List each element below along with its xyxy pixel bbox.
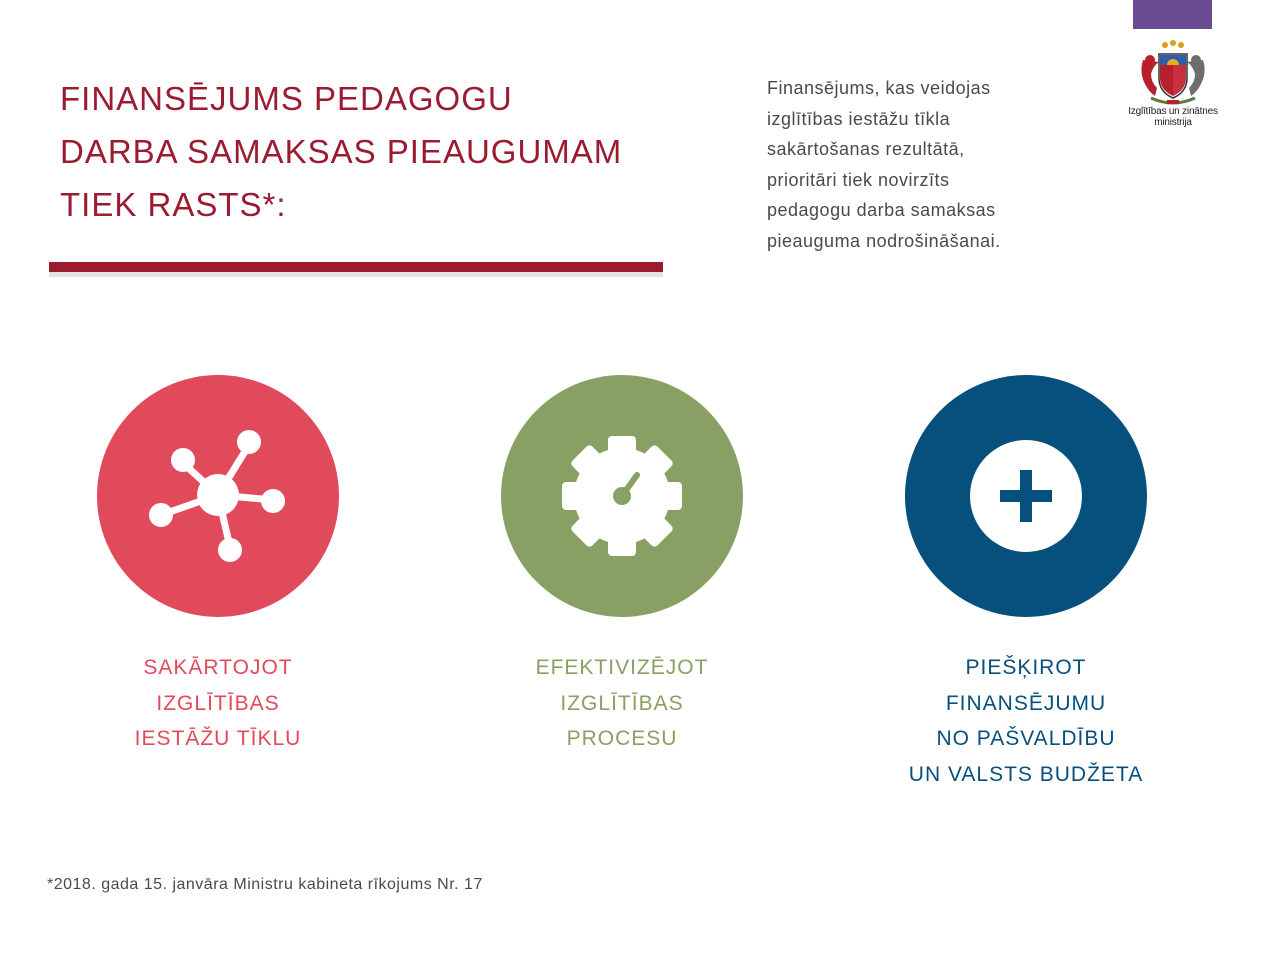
gear-gauge-icon bbox=[501, 375, 743, 617]
title-line: FINANSĒJUMS PEDAGOGU bbox=[60, 80, 513, 117]
label-line: UN VALSTS BUDŽETA bbox=[908, 762, 1144, 786]
accent-bar bbox=[1133, 0, 1212, 29]
plus-circle bbox=[905, 375, 1147, 617]
footnote: *2018. gada 15. janvāra Ministru kabineta rīkojums Nr. 17 bbox=[47, 876, 483, 893]
page-title bbox=[60, 72, 710, 231]
description-line: Finansējums, kas veidojas bbox=[767, 78, 991, 98]
gear-circle bbox=[501, 375, 743, 617]
network-circle bbox=[97, 375, 339, 617]
label-line: EFEKTIVIZĒJOT bbox=[535, 656, 709, 679]
source-label-process bbox=[472, 650, 772, 757]
coat-of-arms-icon bbox=[1137, 38, 1209, 106]
description-line: sakārtošanas rezultātā, bbox=[767, 139, 965, 159]
description-line: izglītības iestāžu tīkla bbox=[767, 108, 951, 129]
logo-caption-line-1: Izglītības un zinātnes bbox=[1128, 106, 1218, 117]
title-underline bbox=[49, 262, 663, 272]
label-line: IESTĀŽU TĪKLU bbox=[134, 727, 302, 750]
label-line: PIEŠĶIROT bbox=[965, 656, 1087, 679]
ministry-logo bbox=[1118, 38, 1228, 138]
title-underline-shadow bbox=[49, 272, 663, 277]
label-line: SAKĀRTOJOT bbox=[143, 656, 293, 679]
plus-circle-icon bbox=[905, 375, 1147, 617]
network-nodes-icon bbox=[97, 375, 339, 617]
source-label-network bbox=[68, 650, 368, 757]
source-label-budget bbox=[876, 650, 1176, 792]
label-line: PROCESU bbox=[566, 727, 678, 750]
label-line: IZGLĪTĪBAS bbox=[156, 691, 280, 715]
logo-caption bbox=[1118, 106, 1228, 128]
description-line: pedagogu darba samaksas bbox=[767, 200, 996, 220]
description-line: prioritāri tiek novirzīts bbox=[767, 169, 950, 190]
label-line: IZGLĪTĪBAS bbox=[560, 691, 684, 715]
title-line: DARBA SAMAKSAS PIEAUGUMAM bbox=[60, 133, 623, 170]
description-text bbox=[767, 73, 1097, 256]
logo-caption-line-2: ministrija bbox=[1154, 117, 1192, 128]
label-line: FINANSĒJUMU bbox=[945, 691, 1107, 715]
label-line: NO PAŠVALDĪBU bbox=[936, 727, 1116, 750]
title-line: TIEK RASTS*: bbox=[60, 186, 287, 223]
description-line: pieauguma nodrošināšanai. bbox=[767, 230, 1001, 251]
